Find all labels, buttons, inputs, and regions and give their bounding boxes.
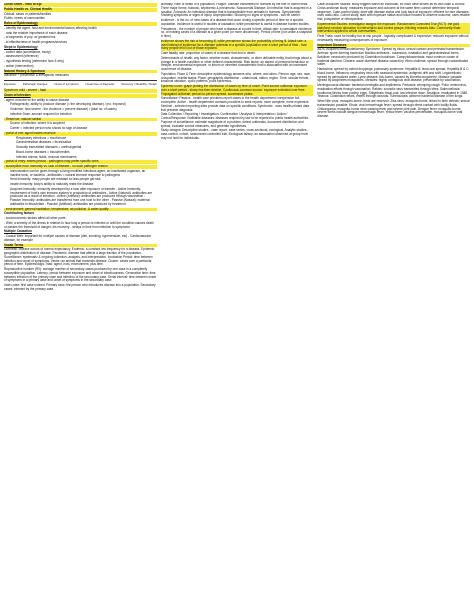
text-line: Infective Dose: amount required for infection [10,111,72,116]
heading-vocab-terms: Vocab Terms [4,244,157,248]
text-line: Herd immunity: many people are resistant so less people get sick [10,177,101,182]
diagram-label: Recovery / Disability / Death [121,82,157,86]
text-paragraph: Prevalence - the number of people who have a disease at a point in time. Attack rate: a cumulative incidence; no. of existing cases of a disease at a given point (or more uncommon). Period of time (not unlike a snapshot in time). [160,26,313,38]
text-paragraph: Study designs: Descriptive studies - case report, case series, cross-sectional, ecological. Analytic studies - case-control, cohort, randomized controlled trial. Ecological fallacy: an association observed at group level may not hold for individuals. [160,128,309,140]
column-3 [317,3,470,611]
text-line: - Causal Web: important for multiple causes of disease (diet, smoking, hypertension, etc) - Cardiovascular disease, for example [4,234,151,242]
text-paragraph: Surveillance: Passive - health care providers report cases to the health department; inexpensive but incomplete. Active - health department contacts providers to seek reports; more complete, more expensive. Sentinel - selected reporting sites provide data on specific conditions. Syndromic - uses health-related data that precede diagnosis. [160,96,310,112]
column-1 [4,3,157,611]
text-line: - agent: microbe w/ the ability to cause disease [4,97,70,102]
text-line: Reproductive number (R0): average number of secondary cases produced by one case in a completely susceptible population. Latency: period between exposure and onset of infectiousness. Generation time: time between infection of the primary case and infection of the secondary case. Serial interval: time between onset of symptoms in a primary case and onset of symptoms in the secondary case. [4,267,157,283]
heading-roles: Roles of Epidemiology [4,22,157,26]
text-line: - portal of exit: agent leaves reservoir [4,132,157,136]
text-line: Respiratory infections = mouth/nose [16,135,67,140]
text-paragraph: Determinants of health: any factor, whether event, characteristic, or other definable entity, that brings about a change in a health condition or other defined characteristic. Risk factor: an aspect of personal behaviour or lifestyle, environmental exposure, or inborn or inherited characteristic that is associated with an increased occurrence of disease. [160,55,312,71]
text-line: - assessment (inference) [4,54,39,59]
text-line: - Web: a severity of the illness in relation to how long a person is infected or until the condition causes death or passes the threshold of danger; dis recovery - delays in time from infection to symptoms [4,220,154,229]
text-line: - Reservoir: natural habitat [4,118,157,122]
text-paragraph: Meningococcal disease: bacterial meningitis and septicemia. Pertussis: whooping cough. Polio: enterovirus, eradication efforts through vaccination. Rabies: zoonotic virus transmitted through bites. Salmonellosis: foodborne illness from poultry, eggs. Shigellosis: fecal-oral, low infective dose. Smallpox: eradicated in 1980. Tetanus: Clostridium tetani, enters through wounds. Tuberculosis: airborne bacterial disease of the lungs. [317,83,468,99]
text-paragraph: Case fatality rate: proportion of cases of a disease that end in death. [160,51,256,55]
text-line: Gastrointestinal diseases = feces/saliva [16,140,72,145]
text-line: Source of infection: where it is acquired [10,121,65,126]
text-line: Public: needs of communities [4,16,45,21]
text-paragraph: Experimental Studies: investigator assigns the exposure. Randomized Controlled Trial (RCT): the gold standard; random allocation to intervention and control groups; blinding reduces bias. Community trials: intervention applied to whole communities. [317,23,470,34]
heading-natural-history: Natural History & Spectrum [4,70,157,74]
text-line: Virulence: how severe - the virulence = (severe disease) / (total no. of cases) [10,107,117,111]
text-line: - id segments of pop. w/ greatest risk [4,35,56,40]
heading-chain-of-infection: Chain of Infection [4,94,157,98]
sheet-title: Cheat Sheet - Intro to Epi [4,3,157,7]
text-line: Acquired immunity: immunity developed by a host after exposure or transfer - Active Immunity: involvement of host's own immune system in production of antibodies - Active (Natural): antibodies are produced as a result of infection - Active (Artificial): antibodies are produced through vaccination - Passive Immunity: antibodies are transferred from one host to the other - Passive (Natural): maternal antibodies to fetus/infant - Passive (Artificial): antibodies are produced by treatment [10,186,152,206]
text-paragraph: AIDS: Acquired Immunodeficiency Syndrome. Spread by blood, sexual contact and perinatal transmission. Anthrax: spore-forming bacterium Bacillus anthracis - cutaneous, inhalation and gastrointestinal forms. Botulism: neurotoxin produced by Clostridium botulinum. Campylobacteriosis: most common cause of bacterial diarrhea. Cholera: acute diarrheal disease caused by Vibrio cholerae; spread through contaminated water. [317,47,469,67]
text-paragraph: Mortality: Rate of death in a population. Plague: Disease transmitted to humans by the bite of rodent fleas. Three major forms: bubonic, septicemic & pneumonic. Nosocomial Disease: An infection that is acquired in a hospital. Zoonosis: An infectious disease that is transmissible from animals to humans. Symptomatic: Showing symptoms or signs of injury. Asymptomatic: Showing no signs or symptoms - can be carrier. [160,3,312,18]
natural-history-diagram [4,80,157,86]
text-paragraph: Incidence shows the risk of becoming ill, while prevalence shows the probability of being ill. Attack rate: a used instead of incidence for a disease outbreak in a specific population over a short period of time - how many people fell ill out of those exposed. [161,40,314,51]
text-line: - Identify the agent, host and environmental factors affecting health [4,25,97,30]
heading-multiple-causation: Multiple Causation [4,229,32,234]
heading-public-vs-clinical: Public Health vs. Clinical Health [4,8,157,12]
text-paragraph: Case-crossover studies: study triggers within an individual; for each case serves as its own case & control. Cross-sectional study: measures exposure and outcome at the same time; cannot determine temporal sequence. Case-control study: start with disease status and look back at exposure; efficient for rare diseases; uses odds ratio. Cohort study: start with exposure status and follow forward to observe outcome; uses relative risk; prospective or retrospective. [317,3,470,21]
diagram-label: Onset of symptoms [54,82,79,86]
text-line: - hypothesis testing (determine how & why) [4,59,65,63]
text-paragraph: Field Trials: used for healthy but at risk people - logically complicated & expensive; reduces exposure without necessarily measuring consequences of exposure. [317,34,469,42]
heading-contributing-factors: Contributing factors [4,211,35,216]
text-line: - collect data (surveillance, study) [4,49,51,54]
text-line: Innate immunity: body's ability to naturally resist the disease [10,182,94,186]
text-line: - portal of entry: enters person - pathogens may prefer specific ones [4,160,157,164]
text-paragraph: Population, Place & Time: descriptive epidemiology answers who, where, and when. Person: age, sex, race, occupation, marital status. Place: geographic distribution - urban/rural, nation, region. Time: secular trends, seasonal variation, cyclic patterns, point epidemics. [160,71,311,84]
text-line: Blood-borne diseases = blood/needles [16,149,70,154]
text-paragraph: Data Collection / Reporting / Investigation: Confirmation / Analysis & Interpretation / Action / Control/Response. Notifiable diseases: diseases required by law to be reported to public health authorities. Purpose of surveillance: estimate magnitude of a problem, detect outbreaks, document distribution and spread, evaluate control measures, and generate hypotheses. [160,112,309,128]
column-2 [161,3,314,611]
text-line: Index case: first case noticed. Primary case: the person who introduces disease into a population. Secondary cases: infected by the primary case. [4,283,156,291]
text-line: Pathogenicity: ability to produce disease (= the developing disease) / (no. exposed) [10,102,126,107]
text-line: - socioeconomic factors affect all other parts [4,216,66,220]
text-line: - rank the relative importance of each disease [4,30,68,35]
text-line: - id effectiveness of health programs/services [4,40,67,44]
text-paragraph: Incidence - is the no. of new cases of a disease that occur during a specific period of time for a specific population. Incidence is useful in studies of causation, while prevalence is useful in disease burden studies. [160,18,310,26]
text-line: - susceptible host: immunity vs. lack of disease - no such pathogen reason [4,165,157,169]
text-line: Sexually transmitted diseases = urethra/genital [16,145,82,149]
text-line: Clinical: cases or patients/families [4,11,52,16]
text-line: Influence + preventive & therapeutic measures [4,73,69,78]
diagram-label: Exposure [4,82,16,86]
text-line: - environment: general sanitation, temperature, air pollution, & water quality [4,208,157,212]
text-line: Carrier = infected person who shows no sign of disease [10,126,88,130]
text-paragraph: West Nile virus: mosquito-borne, birds are reservoir. Zika virus: mosquito-borne, linked to birth defects; sexual transmission possible. Ebola: viral hemorrhagic fever; spread through direct contact with bodily fluids. Chikungunya: mosquito-borne virus causing fever and severe joint pain. Dengue fever: mosquito-borne; severe forms include dengue hemorrhagic fever. Yellow fever: vaccine-preventable, mosquito-borne viral disease. [317,99,470,118]
heading-important-diseases: Important Diseases [317,44,470,48]
diagram-label: Pathologic changes [22,82,48,86]
text-paragraph: Hantavirus: spread by rodent droppings; pulmonary syndrome. Hepatitis A: fecal-oral spread. Hepatitis B & C: blood-borne. Influenza: respiratory virus with seasonal epidemics; antigenic drift and shift. Legionellosis: spread by aerosolized water. Lyme disease: tick-borne, caused by Borrelia burgdorferi. Malaria: parasite spread by Anopheles mosquitoes. Measles: highly contagious viral disease, preventable by vaccination. [317,67,470,83]
text-line: Infected animal, fluids, mucous membranes [16,154,77,159]
text-paragraph: Epidemic curve: graph plotting the distribution of cases by time of onset. Point-source outbreak: exposure over a short period - sharp rise then decline. Continuous common source: exposure extended over time. Propagated outbreak: person-to-person spread, successive peaks. [161,85,314,96]
heading-steps: Steps in Epidemiology [4,44,38,49]
text-line: Outbreak: disease occurs of normal expectancy. Endemic: a constant low frequency for a disease. Epidemic: geographic distribution of disease. Pandemic: disease that affects a large fraction of the population. Surveillance: systematic & ongoing collection, analysis, and interpretation. Incubation Period: time between infection and onset of symptoms. Vector: an animal that transmits disease. Cluster: cases over a particular period of time. Epidemiologic Triad: agent, host, environment, plus time. [4,247,155,267]
text-line: Spectrum: mild - severe - fatal [4,89,157,93]
diagram-label: Usual time of diagnosis [85,82,115,86]
text-line: Immunization can be given through a living modified infectious agent, an inactivated organism, an inactive toxin, or bacteria - antibodies = natural immune response to pathogens [10,168,146,177]
text-line: - action (intervention) [4,63,34,68]
